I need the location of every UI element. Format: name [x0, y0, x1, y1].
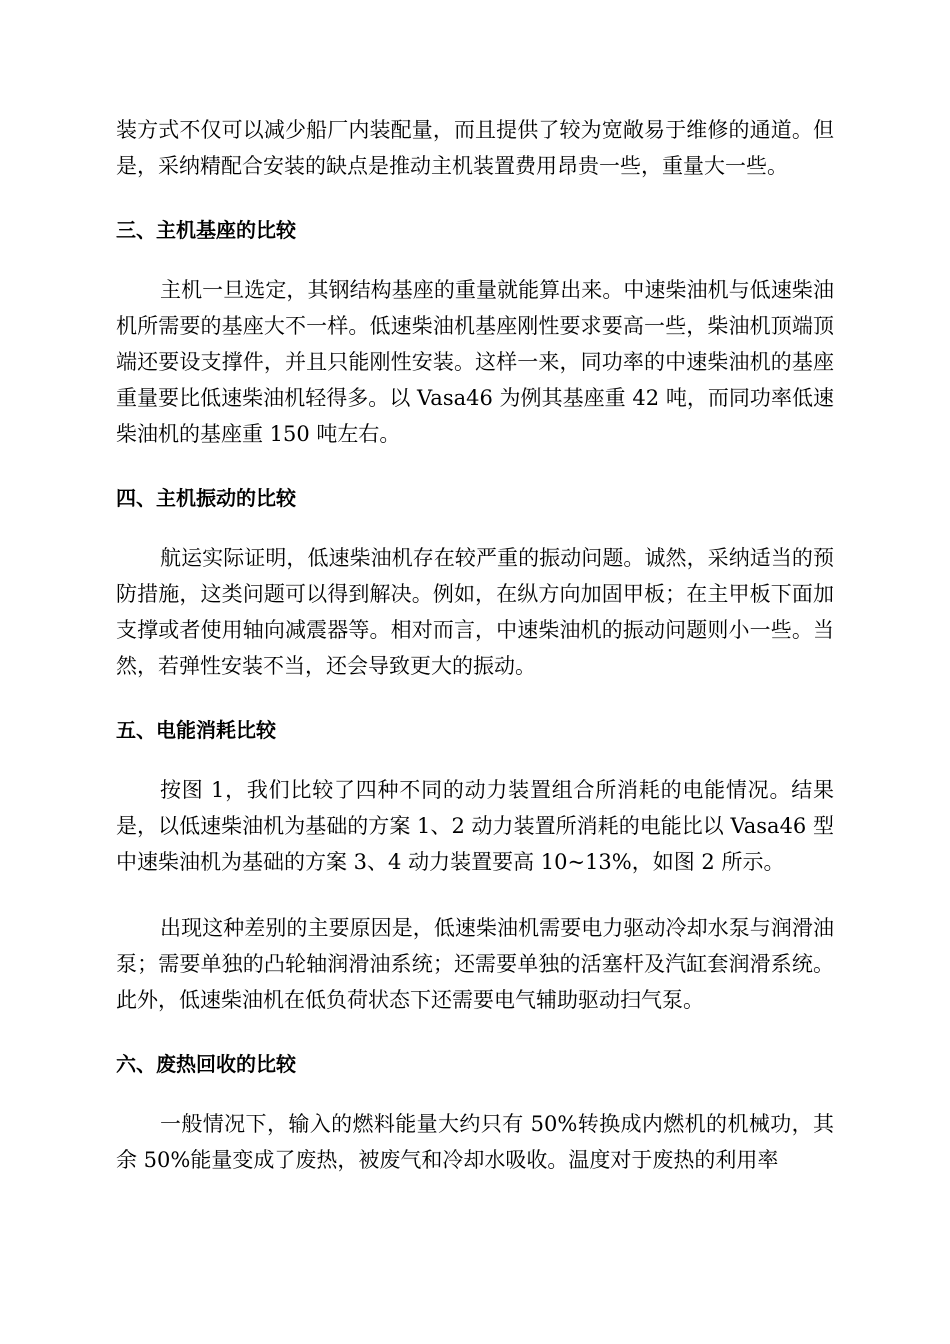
- section-heading-waste-heat: 六、废热回收的比较: [116, 1052, 296, 1076]
- section-heading-power-consumption: 五、电能消耗比较: [116, 718, 276, 742]
- paragraph-waste-heat: 一般情况下，输入的燃料能量大约只有 50%转换成内燃机的机械功，其余 50%能量变成了废热，被废气和冷却水吸收。温度对于废热的利用率: [116, 1112, 834, 1172]
- paragraph-engine-base: 主机一旦选定，其钢结构基座的重量就能算出来。中速柴油机与低速柴油机所需要的基座大不一样。低速柴油机基座刚性要求要高一些，柴油机顶端顶端还要设支撑件，并且只能刚性安装。这样一来，同功率的中速柴油机的基座重量要比低速柴油机轻得多。以 Vasa46 为例其基座重 42 吨，而同功率低速柴油机的基座重 150 吨左右。: [116, 278, 834, 446]
- paragraph-engine-vibration: 航运实际证明，低速柴油机存在较严重的振动问题。诚然，采纳适当的预防措施，这类问题可以得到解决。例如，在纵方向加固甲板；在主甲板下面加支撑或者使用轴向减震器等。相对而言，中速柴油机的振动问题则小一些。当然，若弹性安装不当，还会导致更大的振动。: [116, 546, 834, 678]
- paragraph-power-consumption: 按图 1，我们比较了四种不同的动力装置组合所消耗的电能情况。结果是，以低速柴油机为基础的方案 1、2 动力装置所消耗的电能比以 Vasa46 型中速柴油机为基础的方案 3、4 动力装置要高 10~13%，如图 2 所示。: [116, 778, 834, 874]
- document-body: [116, 112, 834, 1178]
- paragraph-power-difference-reasons: 出现这种差别的主要原因是，低速柴油机需要电力驱动冷却水泵与润滑油泵；需要单独的凸轮轴润滑油系统；还需要单独的活塞杆及汽缸套润滑系统。此外，低速柴油机在低负荷状态下还需要电气辅助驱动扫气泵。: [116, 916, 834, 1012]
- section-heading-engine-vibration: 四、主机振动的比较: [116, 486, 296, 510]
- section-heading-engine-base: 三、主机基座的比较: [116, 218, 296, 242]
- paragraph-installation-continued: 装方式不仅可以减少船厂内装配量，而且提供了较为宽敞易于维修的通道。但是，采纳精配合安装的缺点是推动主机装置费用昂贵一些，重量大一些。: [116, 118, 834, 178]
